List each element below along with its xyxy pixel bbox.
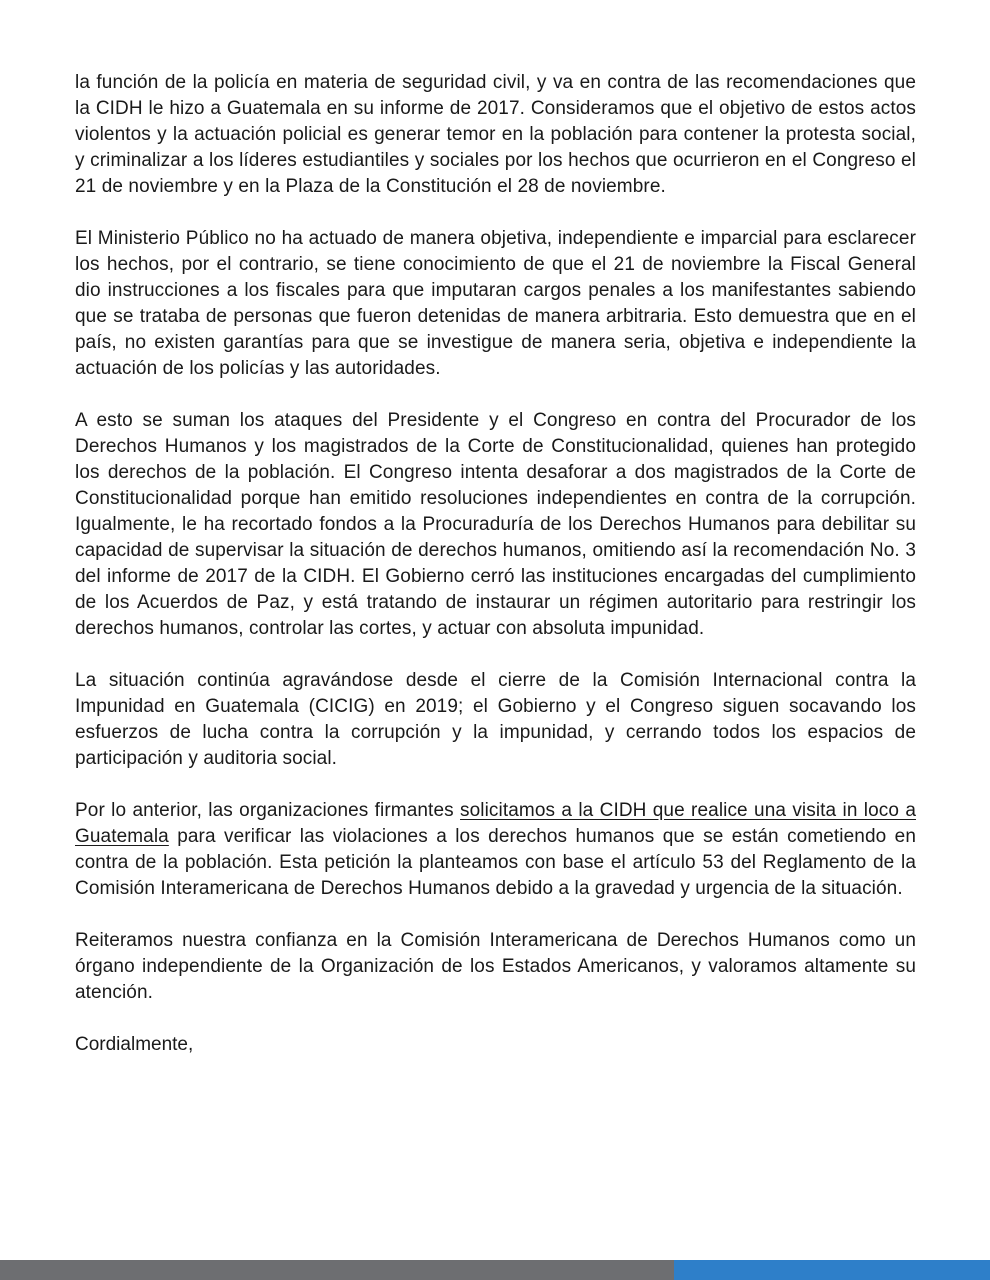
paragraph-request: [75, 798, 916, 902]
request-underlined-text: solicitamos a la CIDH que realice una visita in loco a Guatemala: [75, 800, 917, 847]
footer-bar-gray: [0, 1260, 674, 1280]
footer-bar: [0, 1260, 990, 1280]
closing-salutation: Cordialmente,: [75, 1034, 194, 1055]
paragraph-cicig: La situación continúa agravándose desde el cierre de la Comisión Internacional contra la Impunidad en Guatemala (CICIG) en 2019; el Gobierno y el Congreso siguen socavando los esfuerzos de lucha contra la corrupción y la impunidad, y cerrando todos los espacios de participación y auditoria social.: [75, 670, 916, 769]
footer-bar-blue: [674, 1260, 990, 1280]
request-text-after: para verificar las violaciones a los derechos humanos que se están cometiendo en contra de la población. Esta petición la planteamos con base el artículo 53 del Reglamento de la Comisión Interamericana de Derechos Humanos debido a la gravedad y urgencia de la situación.: [75, 826, 916, 899]
paragraph-final: Reiteramos nuestra confianza en la Comisión Interamericana de Derechos Humanos como un órgano independiente de la Organización de los Estados Americanos, y valoramos altamente su atención.: [75, 930, 916, 1003]
paragraph-ministerio-publico: El Ministerio Público no ha actuado de manera objetiva, independiente e imparcial para esclarecer los hechos, por el contrario, se tiene conocimiento de que el 21 de noviembre la Fiscal General dio instrucciones a los fiscales para que imputaran cargos penales a los manifestantes sabiendo que se trataba de personas que fueron detenidas de manera arbitraria. Esto demuestra que en el país, no existen garantías para que se investigue de manera seria, objetiva e independiente la actuación de los policías y las autoridades.: [75, 228, 916, 379]
request-text-before: Por lo anterior, las organizaciones firmantes: [75, 800, 461, 821]
paragraph-attacks: A esto se suman los ataques del Presidente y el Congreso en contra del Procurador de los Derechos Humanos y los magistrados de la Corte de Constitucionalidad, quienes han protegido los derechos de la población. El Congreso intenta desaforar a dos magistrados de la Corte de Constitucionalidad porque han emitido resoluciones independientes en contra de la corrupción. Igualmente, le ha recortado fondos a la Procuraduría de los Derechos Humanos para debilitar su capacidad de supervisar la situación de derechos humanos, omitiendo así la recomendación No. 3 del informe de 2017 de la CIDH. El Gobierno cerró las instituciones encargadas del cumplimiento de los Acuerdos de Paz, y está tratando de instaurar un régimen autoritario para restringir los derechos humanos, controlar las cortes, y actuar con absoluta impunidad.: [75, 410, 916, 639]
paragraph-police-function: la función de la policía en materia de seguridad civil, y va en contra de las recomendaciones que la CIDH le hizo a Guatemala en su informe de 2017. Consideramos que el objetivo de estos actos violentos y la actuación policial es generar temor en la población para contener la protesta social, y criminalizar a los líderes estudiantiles y sociales por los hechos que ocurrieron en el Congreso el 21 de noviembre y en la Plaza de la Constitución el 28 de noviembre.: [75, 72, 916, 197]
letter-body: [75, 70, 916, 1058]
